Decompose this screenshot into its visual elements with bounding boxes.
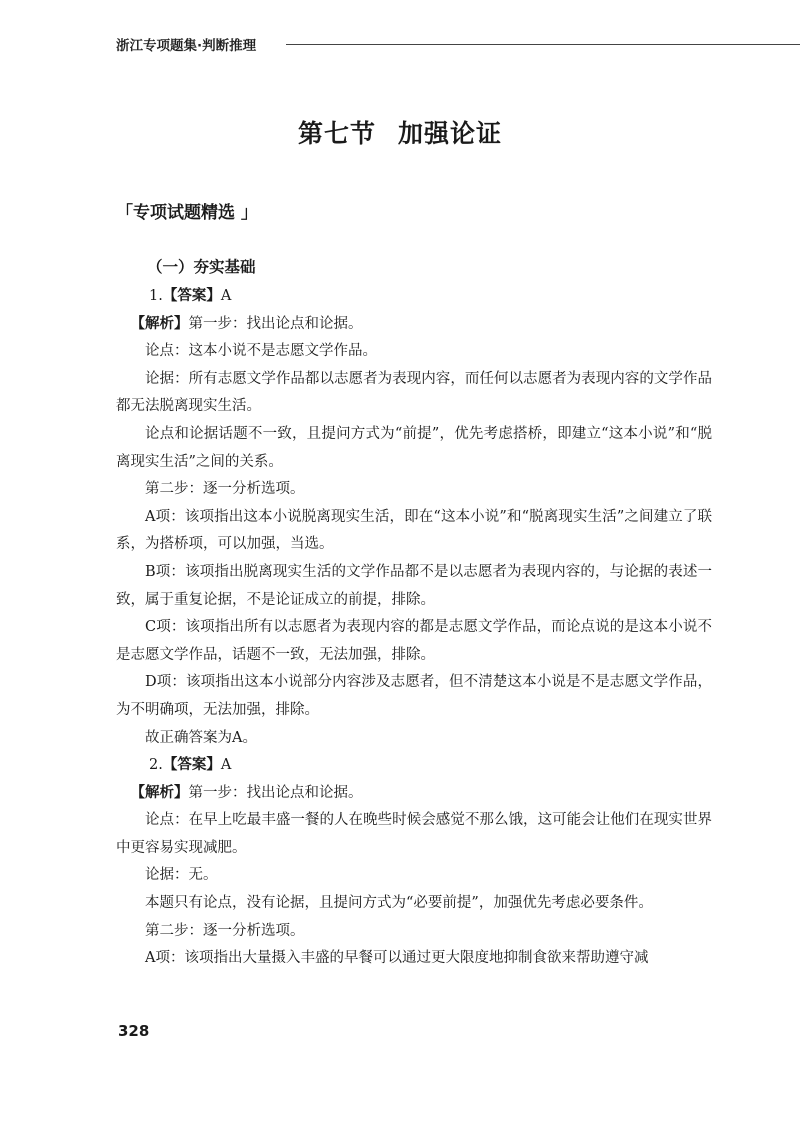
q1-conclusion: 故正确答案为A。 (145, 729, 257, 746)
section-name: 加强论证 (398, 119, 503, 148)
subsection-title: （一）夯实基础 (147, 258, 256, 276)
q2-argument: 论点：在早上吃最丰盛一餐的人在晚些时候会感觉不那么饿，这可能会让他们在现实世界中更容易实现减肥。 (116, 812, 712, 856)
q2-analysis-line (116, 780, 712, 808)
q2-step1: 第一步：找出论点和论据。 (188, 784, 363, 801)
q1-argument: 论点：这本小说不是志愿文学作品。 (145, 343, 377, 360)
running-header (116, 22, 736, 62)
q1-option-b: B项：该项指出脱离现实生活的文学作品都不是以志愿者为表现内容的，与论据的表述一致，属于重复论据，不是论证成立的前提，排除。 (116, 563, 712, 608)
q1-step2: 第二步：逐一分析选项。 (145, 481, 305, 498)
q1-bridge: 论点和论据话题不一致，且提问方式为“前提”，优先考虑搭桥，即建立“这本小说”和“脱离现实生活”之间的关系。 (116, 425, 712, 470)
q2-step2: 第二步：逐一分析选项。 (145, 922, 305, 939)
q2-answer-line (116, 752, 712, 780)
q1-option-c: C项：该项指出所有以志愿者为表现内容的都是志愿文学作品，而论点说的是这本小说不是志愿文学作品，话题不一致，无法加强，排除。 (116, 619, 712, 663)
q2-option-a: A项：该项指出大量摄入丰盛的早餐可以通过更大限度地抑制食欲来帮助遵守减 (145, 950, 649, 967)
page-number: 328 (118, 1022, 150, 1040)
header-rule (286, 44, 800, 45)
q1-answer: A (220, 288, 232, 304)
q1-analysis-line (116, 311, 712, 339)
q2-number: 2. (149, 757, 163, 774)
q1-step1: 第一步：找出论点和论据。 (188, 315, 363, 332)
section-title (0, 114, 800, 150)
q1-answer-line (116, 283, 712, 311)
q2-answer-tag: 【答案】 (162, 757, 221, 774)
q2-analysis-tag: 【解析】 (130, 784, 189, 801)
q1-number: 1. (149, 288, 163, 304)
special-heading: 「专项试题精选 」 (116, 203, 258, 223)
q1-evidence: 论据：所有志愿文学作品都以志愿者为表现内容，而任何以志愿者为表现内容的文学作品都无法脱离现实生活。 (116, 370, 712, 415)
answer-body (116, 283, 712, 973)
q1-answer-tag: 【答案】 (162, 288, 221, 304)
section-number: 第七节 (297, 119, 376, 148)
q1-analysis-tag: 【解析】 (130, 315, 189, 332)
q2-answer: A (220, 757, 232, 774)
q2-note: 本题只有论点，没有论据，且提问方式为“必要前提”，加强优先考虑必要条件。 (145, 895, 653, 912)
q1-option-a: A项：该项指出这本小说脱离现实生活，即在“这本小说”和“脱离现实生活”之间建立了联系，为搭桥项，可以加强，当选。 (116, 508, 712, 553)
q2-evidence: 论据：无。 (145, 867, 218, 884)
running-title: 浙江专项题集·判断推理 (116, 38, 257, 54)
q1-option-d: D项：该项指出这本小说部分内容涉及志愿者，但不清楚这本小说是不是志愿文学作品，为不明确项，无法加强，排除。 (116, 674, 712, 718)
